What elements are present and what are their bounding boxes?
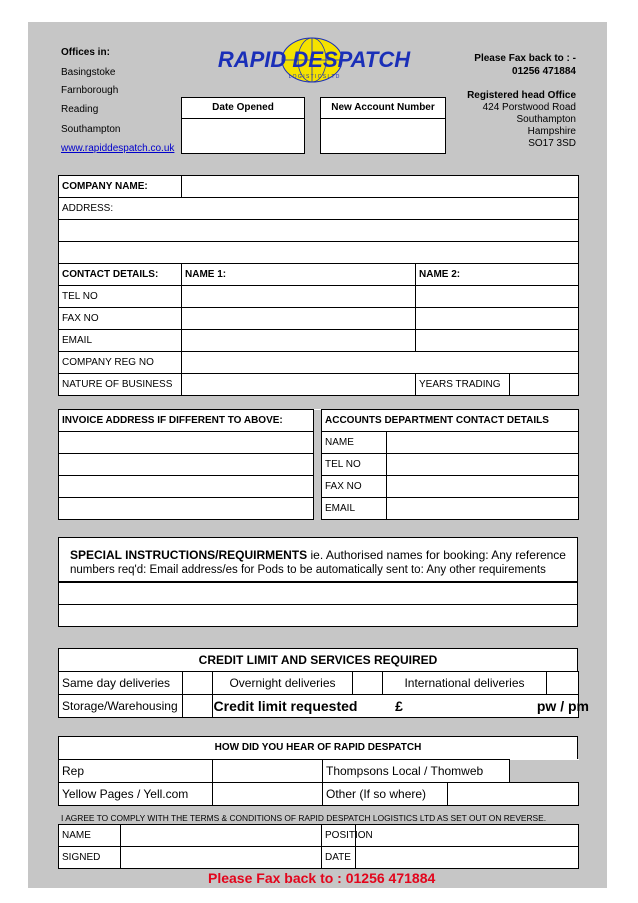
office-southampton: Southampton — [61, 124, 121, 135]
credit-limit-label: Credit limit requested — [213, 698, 358, 714]
office-farnborough: Farnborough — [61, 85, 119, 96]
company-reg-label: COMPANY REG NO — [59, 352, 182, 374]
fax2-input[interactable] — [416, 308, 579, 330]
fax-label: FAX NO — [59, 308, 182, 330]
office-reading: Reading — [61, 104, 99, 115]
credit-limit-input[interactable] — [213, 695, 589, 718]
nature-input[interactable] — [182, 374, 416, 396]
account-number-field[interactable] — [320, 118, 446, 154]
head-office-street: 424 Porstwood Road — [482, 102, 576, 113]
special-line-2[interactable] — [58, 604, 578, 627]
account-number-label: New Account Number — [320, 97, 446, 119]
international-checkbox[interactable] — [547, 672, 579, 695]
thompsons-checkbox[interactable] — [510, 760, 579, 783]
company-name-label: COMPANY NAME: — [59, 176, 182, 198]
date-label: DATE — [322, 847, 356, 869]
column-gap — [314, 454, 322, 476]
fax1-input[interactable] — [182, 308, 416, 330]
head-office-county: Hampshire — [527, 126, 576, 137]
head-office-postcode: SO17 3SD — [528, 138, 576, 149]
overnight-label: Overnight deliveries — [213, 672, 353, 695]
column-gap — [314, 476, 322, 498]
logo-subtext: L O G I S T I C S L T D — [288, 74, 340, 80]
special-instructions-line2: numbers req'd: Email address/es for Pods to be automatically sent to: Any other requirements — [70, 564, 546, 576]
international-label: International deliveries — [383, 672, 547, 695]
other-input[interactable] — [448, 783, 579, 806]
yellow-pages-checkbox[interactable] — [213, 783, 323, 806]
date-opened-field[interactable] — [181, 118, 305, 154]
rep-label: Rep — [59, 760, 213, 783]
column-gap — [314, 498, 322, 520]
services-table — [58, 671, 589, 718]
head-office-title: Registered head Office — [467, 90, 576, 101]
company-details-table — [58, 175, 579, 396]
office-basingstoke: Basingstoke — [61, 67, 116, 78]
date-opened-label: Date Opened — [181, 97, 305, 119]
name1-label: NAME 1: — [182, 264, 416, 286]
tel1-input[interactable] — [182, 286, 416, 308]
agreement-text: I AGREE TO COMPLY WITH THE TERMS & CONDITIONS OF RAPID DESPATCH LOGISTICS LTD AS SET OUT ON REVERSE. — [61, 813, 547, 823]
email2-input[interactable] — [416, 330, 579, 352]
offices-label: Offices in: — [61, 47, 110, 58]
company-logo — [217, 36, 411, 86]
position-input[interactable] — [356, 825, 579, 847]
signature-input[interactable] — [121, 847, 322, 869]
sign-name-input[interactable] — [121, 825, 322, 847]
yellow-pages-label: Yellow Pages / Yell.com — [59, 783, 213, 806]
accounts-tel-input[interactable] — [387, 454, 579, 476]
invoice-line-3[interactable] — [59, 476, 314, 498]
invoice-address-header: INVOICE ADDRESS IF DIFFERENT TO ABOVE: — [59, 410, 314, 432]
tel2-input[interactable] — [416, 286, 579, 308]
special-instructions-line1: ie. Authorised names for booking: Any reference — [307, 548, 566, 562]
footer-fax-back: Please Fax back to : 01256 471884 — [208, 870, 436, 886]
logo-text: RAPID DESPATCH — [217, 47, 411, 72]
tel-label: TEL NO — [59, 286, 182, 308]
column-gap — [314, 432, 322, 454]
special-instructions-text — [70, 548, 566, 563]
invoice-accounts-table — [58, 409, 579, 520]
storage-checkbox[interactable] — [183, 695, 213, 718]
accounts-name-label: NAME — [322, 432, 387, 454]
company-name-input[interactable] — [182, 176, 579, 198]
accounts-name-input[interactable] — [387, 432, 579, 454]
fax-back-number: 01256 471884 — [512, 66, 576, 77]
address-label: ADDRESS: — [62, 203, 114, 214]
special-line-1[interactable] — [58, 582, 578, 605]
period-label: pw / pm — [536, 698, 589, 714]
other-label: Other (If so where) — [323, 783, 448, 806]
address-line-3[interactable] — [59, 242, 579, 264]
fax-back-label: Please Fax back to : - — [474, 53, 576, 64]
accounts-tel-label: TEL NO — [322, 454, 387, 476]
nature-label: NATURE OF BUSINESS — [59, 374, 182, 396]
credit-title: CREDIT LIMIT AND SERVICES REQUIRED — [58, 648, 578, 672]
same-day-label: Same day deliveries — [59, 672, 183, 695]
form-sheet — [28, 22, 607, 888]
signed-label: SIGNED — [59, 847, 121, 869]
accounts-email-input[interactable] — [387, 498, 579, 520]
head-office-city: Southampton — [516, 114, 576, 125]
years-label: YEARS TRADING — [416, 374, 510, 396]
logo-graphic — [217, 36, 411, 86]
contact-details-label: CONTACT DETAILS: — [59, 264, 182, 286]
invoice-line-1[interactable] — [59, 432, 314, 454]
position-label: POSITION — [322, 825, 356, 847]
email-label: EMAIL — [59, 330, 182, 352]
same-day-checkbox[interactable] — [183, 672, 213, 695]
column-gap — [314, 410, 322, 432]
rep-checkbox[interactable] — [213, 760, 323, 783]
address-line-2[interactable] — [59, 220, 579, 242]
name2-label: NAME 2: — [416, 264, 579, 286]
accounts-fax-input[interactable] — [387, 476, 579, 498]
accounts-email-label: EMAIL — [322, 498, 387, 520]
invoice-line-2[interactable] — [59, 454, 314, 476]
sign-name-label: NAME — [59, 825, 121, 847]
special-instructions-box — [58, 537, 578, 582]
storage-label: Storage/Warehousing — [59, 695, 183, 718]
agreement-table — [58, 824, 579, 869]
email1-input[interactable] — [182, 330, 416, 352]
thompsons-label: Thompsons Local / Thomweb — [323, 760, 510, 783]
hear-table — [58, 759, 579, 806]
address-input[interactable] — [59, 198, 579, 220]
accounts-fax-label: FAX NO — [322, 476, 387, 498]
currency-symbol: £ — [395, 698, 403, 714]
years-input[interactable] — [510, 374, 579, 396]
overnight-checkbox[interactable] — [353, 672, 383, 695]
invoice-line-4[interactable] — [59, 498, 314, 520]
special-instructions-title: SPECIAL INSTRUCTIONS/REQUIRMENTS — [70, 548, 308, 562]
company-reg-input[interactable] — [182, 352, 579, 374]
hear-title: HOW DID YOU HEAR OF RAPID DESPATCH — [58, 736, 578, 760]
accounts-header: ACCOUNTS DEPARTMENT CONTACT DETAILS — [322, 410, 579, 432]
website-link[interactable]: www.rapiddespatch.co.uk — [61, 143, 175, 154]
date-input[interactable] — [356, 847, 579, 869]
